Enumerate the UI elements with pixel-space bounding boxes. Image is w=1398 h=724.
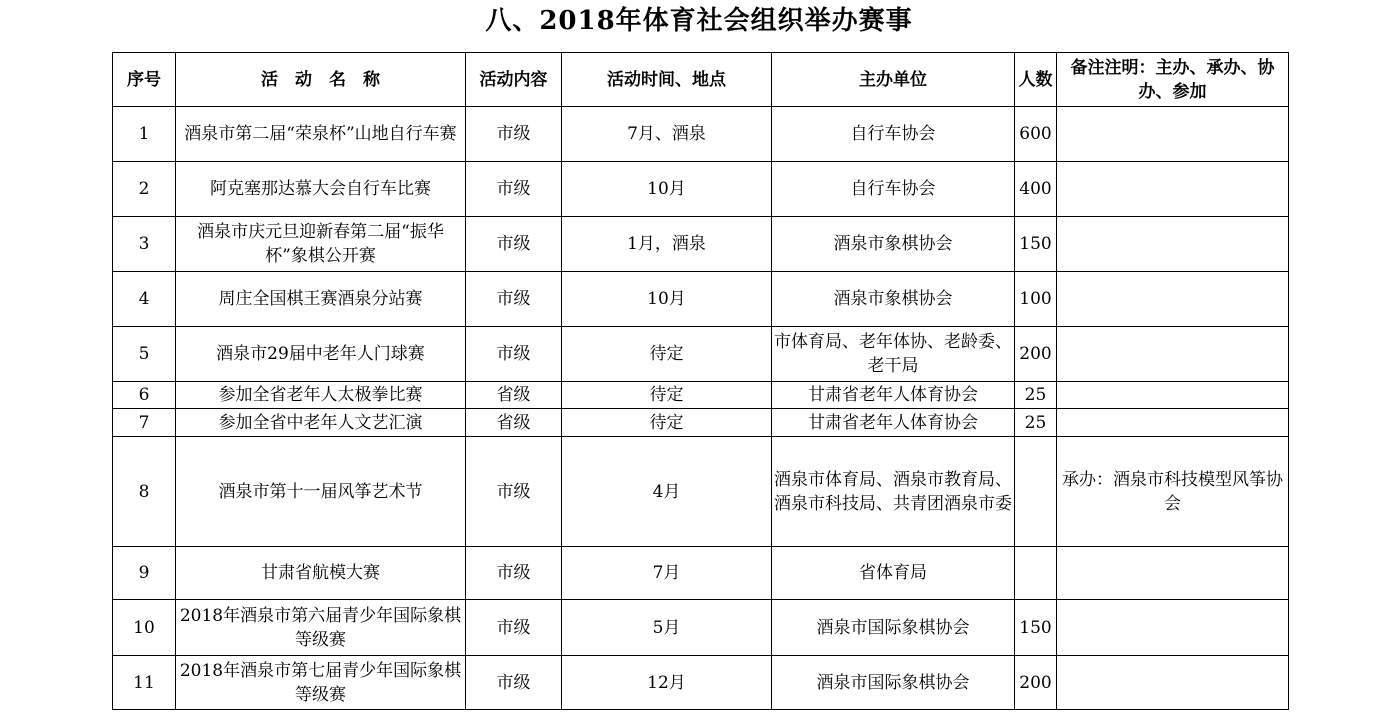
header-count: 人数: [1015, 53, 1057, 107]
cell-no: 8: [113, 437, 176, 547]
table-row: [113, 162, 1289, 217]
cell-remark: [1057, 162, 1289, 217]
cell-organizer: 甘肃省老年人体育协会: [772, 409, 1015, 437]
cell-count: 25: [1015, 409, 1057, 437]
cell-count: 200: [1015, 327, 1057, 382]
cell-no: 10: [113, 600, 176, 656]
cell-organizer: 酒泉市国际象棋协会: [772, 600, 1015, 656]
cell-time-place: 待定: [562, 382, 772, 409]
cell-count: 600: [1015, 107, 1057, 162]
cell-organizer: 酒泉市国际象棋协会: [772, 656, 1015, 710]
cell-no: 11: [113, 656, 176, 710]
cell-remark: [1057, 217, 1289, 272]
table-row: [113, 107, 1289, 162]
cell-name: 酒泉市第二届“荣泉杯”山地自行车赛: [176, 107, 466, 162]
cell-count: 25: [1015, 382, 1057, 409]
cell-name: 酒泉市庆元旦迎新春第二届“振华杯”象棋公开赛: [176, 217, 466, 272]
cell-count: 100: [1015, 272, 1057, 327]
cell-no: 4: [113, 272, 176, 327]
cell-name: 参加全省老年人太极拳比赛: [176, 382, 466, 409]
cell-level: 市级: [466, 327, 562, 382]
cell-remark: [1057, 327, 1289, 382]
cell-no: 6: [113, 382, 176, 409]
cell-count: [1015, 437, 1057, 547]
table-row: [113, 656, 1289, 710]
table-row: [113, 600, 1289, 656]
header-row: [113, 53, 1289, 107]
cell-remark: [1057, 409, 1289, 437]
cell-no: 9: [113, 547, 176, 600]
header-name: 活 动 名 称: [176, 53, 466, 107]
cell-name: 酒泉市29届中老年人门球赛: [176, 327, 466, 382]
cell-no: 1: [113, 107, 176, 162]
cell-organizer: 市体育局、老年体协、老龄委、老干局: [772, 327, 1015, 382]
cell-level: 市级: [466, 217, 562, 272]
cell-level: 市级: [466, 656, 562, 710]
cell-count: 150: [1015, 217, 1057, 272]
cell-name: 2018年酒泉市第七届青少年国际象棋等级赛: [176, 656, 466, 710]
table-row: [113, 409, 1289, 437]
table-row: [113, 272, 1289, 327]
cell-time-place: 5月: [562, 600, 772, 656]
cell-no: 3: [113, 217, 176, 272]
cell-level: 省级: [466, 382, 562, 409]
cell-count: 400: [1015, 162, 1057, 217]
cell-organizer: 酒泉市象棋协会: [772, 272, 1015, 327]
cell-remark: 承办：酒泉市科技模型风筝协会: [1057, 437, 1289, 547]
cell-time-place: 待定: [562, 327, 772, 382]
table-row: [113, 437, 1289, 547]
cell-time-place: 12月: [562, 656, 772, 710]
table-row: [113, 217, 1289, 272]
header-organizer: 主办单位: [772, 53, 1015, 107]
cell-level: 市级: [466, 437, 562, 547]
cell-time-place: 1月，酒泉: [562, 217, 772, 272]
cell-remark: [1057, 656, 1289, 710]
cell-no: 5: [113, 327, 176, 382]
cell-name: 周庄全国棋王赛酒泉分站赛: [176, 272, 466, 327]
cell-organizer: 酒泉市象棋协会: [772, 217, 1015, 272]
cell-organizer: 酒泉市体育局、酒泉市教育局、酒泉市科技局、共青团酒泉市委: [772, 437, 1015, 547]
cell-organizer: 自行车协会: [772, 162, 1015, 217]
cell-level: 市级: [466, 547, 562, 600]
cell-name: 阿克塞那达慕大会自行车比赛: [176, 162, 466, 217]
cell-level: 市级: [466, 600, 562, 656]
cell-time-place: 待定: [562, 409, 772, 437]
cell-count: [1015, 547, 1057, 600]
cell-time-place: 10月: [562, 162, 772, 217]
cell-organizer: 甘肃省老年人体育协会: [772, 382, 1015, 409]
table-row: [113, 327, 1289, 382]
cell-organizer: 自行车协会: [772, 107, 1015, 162]
cell-remark: [1057, 107, 1289, 162]
header-time-place: 活动时间、地点: [562, 53, 772, 107]
table-row: [113, 382, 1289, 409]
cell-name: 甘肃省航模大赛: [176, 547, 466, 600]
cell-remark: [1057, 382, 1289, 409]
cell-level: 省级: [466, 409, 562, 437]
cell-count: 200: [1015, 656, 1057, 710]
cell-remark: [1057, 272, 1289, 327]
page-title: 八、2018年体育社会组织举办赛事: [485, 6, 913, 36]
cell-remark: [1057, 547, 1289, 600]
cell-name: 参加全省中老年人文艺汇演: [176, 409, 466, 437]
cell-level: 市级: [466, 272, 562, 327]
cell-count: 150: [1015, 600, 1057, 656]
cell-name: 酒泉市第十一届风筝艺术节: [176, 437, 466, 547]
header-no: 序号: [113, 53, 176, 107]
cell-time-place: 10月: [562, 272, 772, 327]
cell-no: 2: [113, 162, 176, 217]
cell-time-place: 7月、酒泉: [562, 107, 772, 162]
cell-name: 2018年酒泉市第六届青少年国际象棋等级赛: [176, 600, 466, 656]
header-remark: 备注注明：主办、承办、协办、参加: [1057, 53, 1289, 107]
cell-no: 7: [113, 409, 176, 437]
cell-organizer: 省体育局: [772, 547, 1015, 600]
cell-level: 市级: [466, 107, 562, 162]
events-table: [112, 52, 1289, 710]
cell-remark: [1057, 600, 1289, 656]
cell-time-place: 4月: [562, 437, 772, 547]
table-row: [113, 547, 1289, 600]
header-level: 活动内容: [466, 53, 562, 107]
cell-time-place: 7月: [562, 547, 772, 600]
cell-level: 市级: [466, 162, 562, 217]
